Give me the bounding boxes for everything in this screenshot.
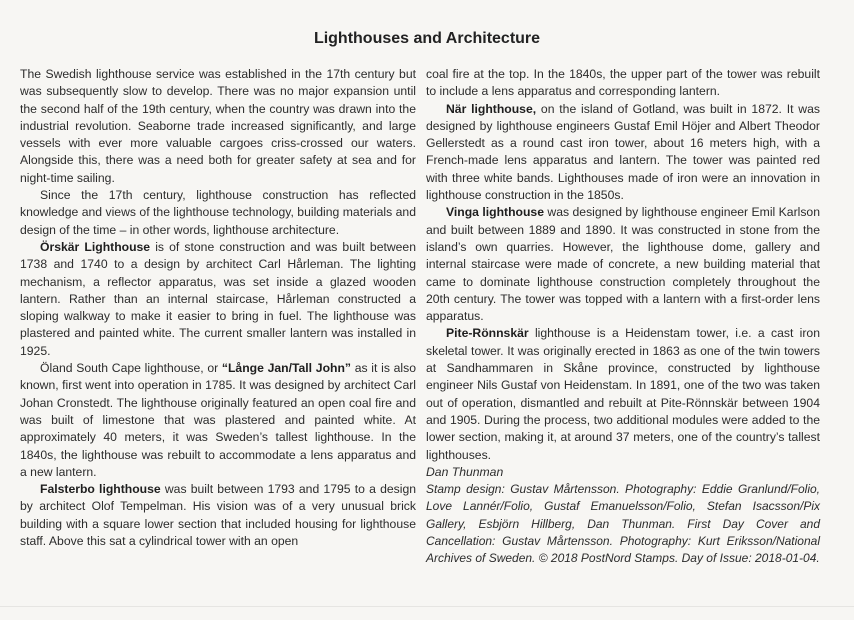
paragraph-oland (20, 360, 416, 481)
left-column (20, 66, 416, 550)
text-nar: on the island of Gotland, was built in 1872. It was designed by lighthouse engineers Gustaf Emil Höjer and Albert Theodor Gellerstedt as a round cast iron tower, about 16 meters high, with a French-made lens apparatus and lantern. The tower was painted red with three white bands. Lighthouses made of iron were an innovation in lighthouse construction in the 1850s. (426, 101, 820, 203)
paragraph-vinga (426, 204, 820, 325)
heading-orskar: Örskär Lighthouse (40, 239, 151, 254)
text-pite-ronnskar: lighthouse is a Heidenstam tower, i.e. a cast iron skeletal tower. It was originally erected in 1863 as one of the twin towers at Sandhammaren in Skåne province, constructed by lighthouse engineer Nils Gustaf von Heidenstam. In 1891, one of the two was taken out of operation, dismantled and rebuilt at Pite-Rönnskär between 1904 and 1905. During the process, two additional modules were added to the lower section, making it, at around 37 meters, one of the country’s tallest lighthouses. (426, 326, 820, 462)
heading-lange-jan: “Långe Jan/Tall John” (221, 361, 351, 376)
text-falsterbo: was built between 1793 and 1795 to a design by architect Olof Tempelman. His vision was of a very unusual brick building with a square lower section that included housing for lighthouse staff. Above this sat a cylindrical tower with an open (20, 482, 416, 549)
text-oland: as it is also known, first went into operation in 1785. It was designed by architect Carl Johan Cronstedt. The lighthouse originally featured an open coal fire and was built of limestone that was plastered and painted white. At approximately 40 meters, it was Sweden’s tallest lighthouse. In the 1840s, the lighthouse was rebuilt to accommodate a lens apparatus and a new lantern. (20, 361, 416, 479)
author-signature: Dan Thunman (426, 464, 504, 479)
paragraph-orskar (20, 239, 416, 360)
text-orskar: is of stone construction and was built between 1738 and 1740 to a design by architect Carl Hårleman. The lighting mechanism, a reflector apparatus, was set inside a glazed wooden lantern. Rather than an internal staircase, Hårleman constructed a sloping walkway to make it easier to bring in fuel. The lighthouse was plastered and painted white. The current smaller lantern was installed in 1925. (20, 239, 416, 358)
page-title: Lighthouses and Architecture (313, 30, 541, 47)
page-bottom-divider (0, 606, 854, 607)
text-vinga: was designed by lighthouse engineer Emil Karlson and built between 1889 and 1890. It was constructed in stone from the island’s own quarries. However, the lighthouse dome, gallery and internal staircase were made of concrete, a new building material that came to dominate lighthouse construction completely throughout the 20th century. The tower was topped with a lantern with a first-order lens apparatus. (426, 205, 820, 324)
paragraph-pite-ronnskar (426, 325, 820, 463)
stamp-credits: Stamp design: Gustav Mårtensson. Photography: Eddie Granlund/Folio, Love Lannér/Folio, Gustaf Emanuelsson/Folio, Stefan Isacsson/Pix Gallery, Esbjörn Hillberg, Dan Thunman. First Day Cover and Cancellation: Gustav Mårtensson. Photography: Kurt Eriksson/National Archives of Sweden. © 2018 PostNord Stamps. Day of Issue: 2018-01-04. (426, 482, 820, 566)
paragraph-falsterbo (20, 481, 416, 550)
paragraph-architecture: Since the 17th century, lighthouse construction has reflected knowledge and views of the lighthouse technology, building materials and design of the time – in other words, lighthouse architecture. (20, 188, 416, 237)
heading-nar: När lighthouse, (446, 101, 537, 116)
paragraph-falsterbo-cont: coal fire at the top. In the 1840s, the upper part of the tower was rebuilt to include a lens apparatus and corresponding lantern. (426, 67, 820, 99)
paragraph-nar (426, 101, 820, 205)
heading-pite-ronnskar: Pite-Rönnskär (446, 326, 529, 341)
text-oland-pre: Öland South Cape lighthouse, or (40, 361, 222, 376)
heading-falsterbo: Falsterbo lighthouse (40, 482, 161, 497)
heading-vinga: Vinga lighthouse (446, 205, 544, 220)
right-column (426, 66, 820, 568)
paragraph-intro: The Swedish lighthouse service was established in the 17th century but was subsequently slow to develop. There was no major expansion until the second half of the 19th century, when the country was drawn into the industrial revolution. Seaborne trade increased significantly, and large vessels with ever more valuable cargoes criss-crossed our waters. Alongside this, there was a need both for greater safety at sea and for night-time sailing. (20, 67, 416, 185)
